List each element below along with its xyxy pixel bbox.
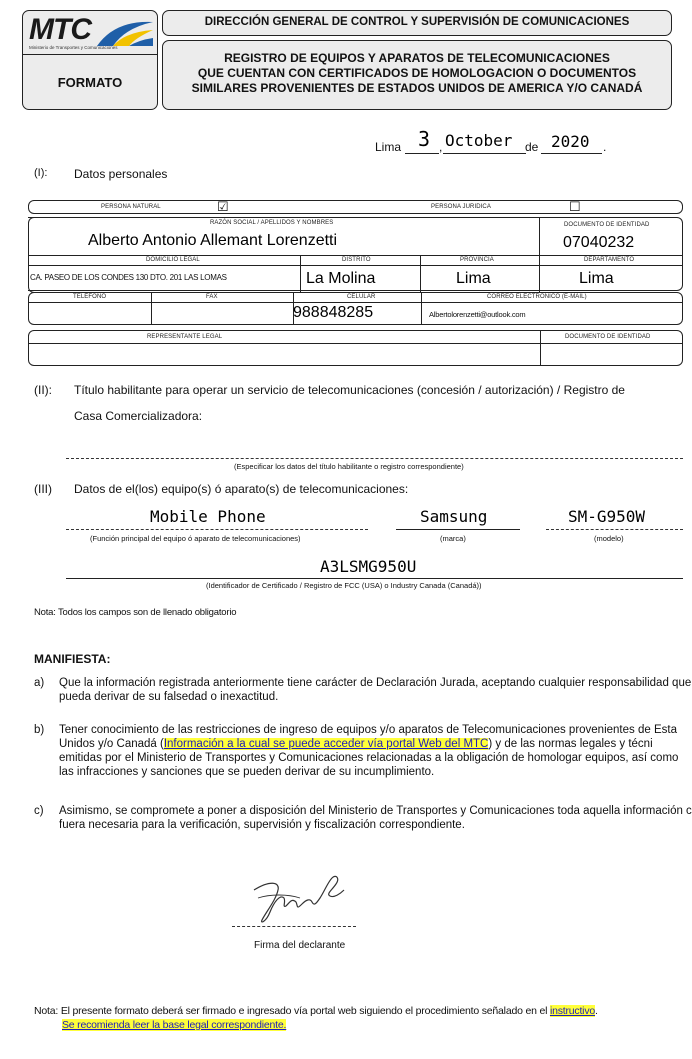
manifiesta-a-label: a) bbox=[34, 677, 45, 689]
date-line: Lima 3 , October de 2020 . bbox=[375, 127, 607, 154]
section-3-title: Datos de el(los) equipo(s) ó aparato(s) de telecomunicaciones: bbox=[74, 482, 409, 496]
doc-value[interactable]: 07040232 bbox=[563, 234, 635, 251]
rep-label: REPRESENTANTE LEGAL bbox=[147, 334, 223, 340]
razon-value[interactable]: Alberto Antonio Allemant Lorenzetti bbox=[88, 232, 338, 249]
departamento-label: DEPARTAMENTO bbox=[584, 257, 635, 263]
manifiesta-title: MANIFIESTA: bbox=[34, 652, 111, 666]
nota-2-period: . bbox=[595, 1005, 598, 1017]
personal-data-table bbox=[28, 217, 683, 291]
logo-text: MTC bbox=[29, 13, 91, 46]
function-value[interactable]: Mobile Phone bbox=[150, 507, 266, 526]
section-2-text-2: Casa Comercializadora: bbox=[74, 409, 203, 423]
date-city: Lima bbox=[375, 140, 402, 154]
logo bbox=[29, 13, 153, 52]
provincia-value[interactable]: Lima bbox=[456, 270, 491, 287]
persona-natural-checkbox[interactable]: ☑ bbox=[217, 199, 229, 214]
nota-2-text: Nota: El presente formato deberá ser firmado e ingresado vía portal web siguiendo el procedimiento señalado en el bbox=[34, 1005, 550, 1017]
departamento-value[interactable]: Lima bbox=[579, 270, 614, 287]
correo-label: CORREO ELECTRÓNICO (E-MAIL) bbox=[487, 294, 587, 300]
manifiesta-b-line-4: las infracciones y sanciones que se pueden derivar de su incumplimiento. bbox=[59, 766, 435, 778]
nota-2 bbox=[34, 1004, 683, 1032]
brand-value[interactable]: Samsung bbox=[420, 507, 488, 526]
function-caption: (Función principal del equipo ó aparato de telecomunicaciones) bbox=[90, 534, 301, 543]
correo-value[interactable]: Albertolorenzetti@outlook.com bbox=[429, 310, 526, 319]
title-line-1: REGISTRO DE EQUIPOS Y APARATOS DE TELECOMUNICACIONES bbox=[224, 51, 610, 65]
manifiesta-b-line-2-post: ) y de las normas legales y técni bbox=[488, 738, 653, 750]
distrito-value[interactable]: La Molina bbox=[306, 270, 376, 287]
format-label: FORMATO bbox=[57, 75, 123, 90]
logo-box bbox=[22, 10, 158, 110]
date-month[interactable]: October bbox=[445, 131, 513, 150]
section-2-caption: (Especificar los datos del título habilitante o registro correspondiente) bbox=[234, 462, 464, 471]
manifiesta-a bbox=[34, 676, 692, 703]
section-3-heading bbox=[34, 482, 409, 496]
doc-label: DOCUMENTO DE IDENTIDAD bbox=[564, 222, 650, 228]
base-legal-link[interactable]: Se recomienda leer la base legal correspondiente. bbox=[62, 1019, 287, 1031]
celular-label: CELULAR bbox=[347, 294, 376, 300]
razon-label: RAZÓN SOCIAL / APELLIDOS Y NOMBRES bbox=[210, 220, 334, 226]
contact-row bbox=[28, 292, 683, 325]
date-day[interactable]: 3 bbox=[418, 127, 431, 151]
cert-caption: (Identificador de Certificado / Registro de FCC (USA) o Industry Canada (Canadá)) bbox=[206, 581, 482, 590]
model-caption: (modelo) bbox=[594, 534, 624, 543]
cert-value[interactable]: A3LSMG950U bbox=[320, 557, 417, 576]
manifiesta-b-line-1: Tener conocimiento de las restricciones de ingreso de equipos y/o aparatos de Telecomunicaciones provenientes de Esta bbox=[59, 724, 677, 736]
persona-row bbox=[28, 200, 683, 214]
section-1-number: (I): bbox=[34, 167, 48, 179]
logo-subtitle: Ministerio de Transportes y Comunicaciones bbox=[29, 45, 118, 50]
manifiesta-a-line-1: Que la información registrada anteriormente tiene carácter de Declaración Jurada, aceptando cualquier responsabilidad que bbox=[59, 677, 692, 689]
instructivo-link[interactable]: instructivo bbox=[549, 1005, 596, 1017]
telefono-label: TELÉFONO bbox=[73, 294, 107, 300]
signature-line bbox=[232, 926, 356, 927]
signature-caption: Firma del declarante bbox=[254, 940, 346, 951]
persona-natural-label: PERSONA NATURAL bbox=[101, 204, 161, 210]
title-line-2: QUE CUENTAN CON CERTIFICADOS DE HOMOLOGACION O DOCUMENTOS bbox=[197, 66, 637, 80]
rep-doc-label: DOCUMENTO DE IDENTIDAD bbox=[565, 334, 651, 340]
manifiesta-c-line-1: Asimismo, se compromete a poner a disposición del Ministerio de Transportes y Comunicaciones toda aquella información c bbox=[59, 805, 692, 817]
domicilio-value[interactable]: CA. PASEO DE LOS CONDES 130 DTO. 201 LAS LOMAS bbox=[30, 273, 227, 282]
section-2-field[interactable] bbox=[66, 458, 683, 459]
manifiesta-c bbox=[34, 804, 692, 831]
title-box bbox=[162, 40, 672, 110]
manifiesta-b-line-2-pre: Unidos y/o Canadá ( bbox=[59, 738, 164, 750]
date-de: de bbox=[525, 140, 539, 154]
manifiesta-a-line-2: pueda derivar de su falsedad o inexactitud. bbox=[59, 691, 279, 703]
section-3-number: (III) bbox=[34, 482, 52, 496]
title-line-3: SIMILARES PROVENIENTES DE ESTADOS UNIDOS DE AMERICA Y/O CANADÁ bbox=[191, 81, 643, 95]
section-2-text-1: Título habilitante para operar un servicio de telecomunicaciones (concesión / autorización) / Registro de bbox=[74, 383, 625, 397]
nota-1: Nota: Todos los campos son de llenado obligatorio bbox=[34, 607, 237, 618]
mtc-portal-link[interactable]: Información a la cual se puede acceder vía portal Web del MTC bbox=[163, 738, 489, 750]
model-value[interactable]: SM-G950W bbox=[568, 507, 646, 526]
fax-label: FAX bbox=[206, 294, 218, 300]
date-year[interactable]: 2020 bbox=[551, 132, 590, 151]
section-1-heading bbox=[34, 167, 168, 181]
manifiesta-b-label: b) bbox=[34, 724, 45, 736]
brand-caption: (marca) bbox=[440, 534, 466, 543]
direction-title: DIRECCIÓN GENERAL DE CONTROL Y SUPERVISIÓN DE COMUNICACIONES bbox=[204, 16, 630, 28]
manifiesta-c-line-2: fuera necesaria para la verificación, supervisión y fiscalización correspondiente. bbox=[59, 819, 465, 831]
persona-juridica-checkbox[interactable]: ☐ bbox=[569, 199, 581, 214]
section-1-title: Datos personales bbox=[74, 167, 168, 181]
provincia-label: PROVINCIA bbox=[460, 257, 494, 263]
domicilio-label: DOMICILIO LEGAL bbox=[146, 257, 200, 263]
representative-row bbox=[28, 330, 683, 366]
distrito-label: DISTRITO bbox=[342, 257, 371, 263]
signature-image bbox=[240, 868, 360, 928]
manifiesta-c-label: c) bbox=[34, 805, 44, 817]
direction-box bbox=[162, 10, 672, 36]
section-2-number: (II): bbox=[34, 383, 52, 397]
manifiesta-b bbox=[34, 723, 683, 783]
manifiesta-b-line-3: emitidas por el Ministerio de Transportes y Comunicaciones relacionadas a la obligación de homologar equipos, así como bbox=[59, 752, 679, 764]
section-2 bbox=[34, 383, 683, 423]
logo-wave-icon bbox=[95, 18, 155, 48]
persona-juridica-label: PERSONA JURIDICA bbox=[431, 204, 491, 210]
celular-value[interactable]: 988848285 bbox=[293, 304, 374, 321]
